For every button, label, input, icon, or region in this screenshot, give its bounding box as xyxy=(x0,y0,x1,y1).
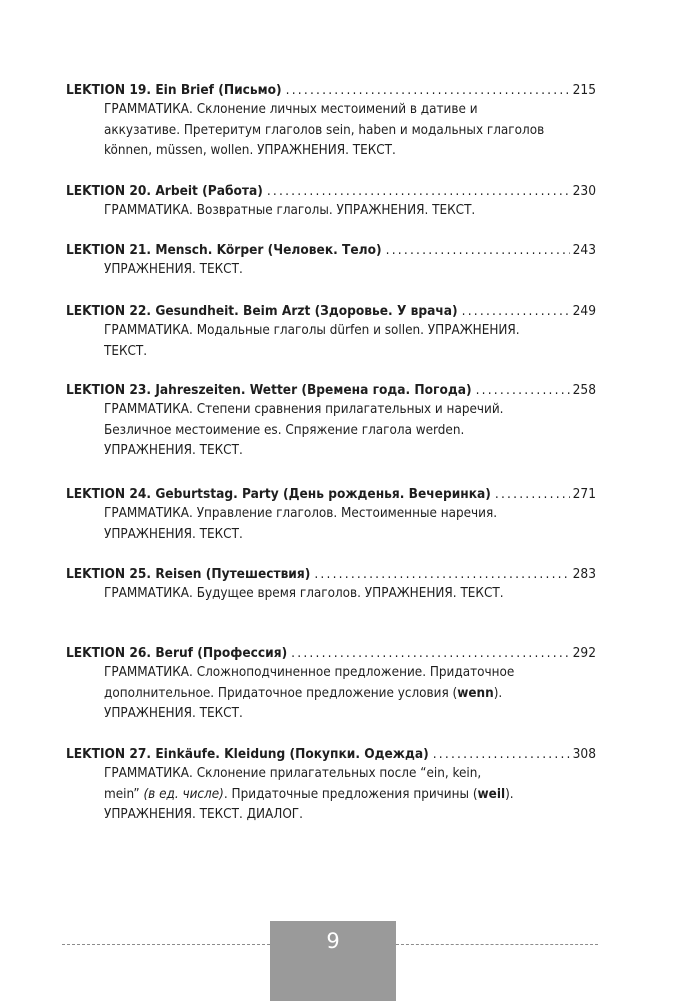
lesson-description xyxy=(104,663,596,725)
description-text: . Придаточные предложения причины ( xyxy=(223,786,478,802)
lesson-page-number: 308 xyxy=(572,746,596,762)
description-line xyxy=(104,141,596,162)
description-text: УПРАЖНЕНИЯ. ТЕКСТ. xyxy=(104,262,243,277)
page-number-box xyxy=(270,921,396,1001)
dot-leader xyxy=(495,484,570,504)
lesson-page-number: 283 xyxy=(572,566,596,582)
description-text: ГРАММАТИКА. Степени сравнения прилагательных и наречий. xyxy=(104,402,504,417)
description-line xyxy=(104,663,596,684)
description-line xyxy=(104,321,596,342)
lesson-page-number: 292 xyxy=(572,645,596,661)
footer-dashed-line-right xyxy=(396,944,598,945)
toc-entry-heading xyxy=(66,564,596,584)
lesson-title: LEKTION 21. Mensch. Körper (Человек. Тело) xyxy=(66,242,382,258)
lesson-title: LEKTION 26. Beruf (Профессия) xyxy=(66,645,288,661)
toc-entry xyxy=(66,181,596,222)
description-text: ГРАММАТИКА. Возвратные глаголы. УПРАЖНЕНИЯ. ТЕКСТ. xyxy=(104,203,476,218)
toc-entry-heading xyxy=(66,240,596,260)
description-text: дополнительное. Придаточное предложение условия ( xyxy=(104,685,458,701)
description-text: ГРАММАТИКА. Склонение личных местоимений в дативе и xyxy=(104,102,478,117)
description-line xyxy=(104,785,596,806)
lesson-title: LEKTION 25. Reisen (Путешествия) xyxy=(66,566,311,582)
lesson-page-number: 230 xyxy=(572,183,596,199)
toc-entry xyxy=(66,301,596,362)
description-line xyxy=(104,400,596,421)
toc-entry-heading xyxy=(66,181,596,201)
description-text: wenn xyxy=(457,685,494,701)
lesson-description xyxy=(104,321,596,362)
lesson-description xyxy=(104,504,596,545)
description-line xyxy=(104,525,596,546)
toc-entry-heading xyxy=(66,484,596,504)
description-text: УПРАЖНЕНИЯ. ТЕКСТ. xyxy=(104,443,243,458)
description-line xyxy=(104,421,596,442)
description-line xyxy=(104,100,596,121)
description-line xyxy=(104,684,596,705)
description-text: ГРАММАТИКА. Сложноподчиненное предложение. Придаточное xyxy=(104,665,515,680)
description-text: Безличное местоимение es. Спряжение глагола werden. xyxy=(104,422,465,438)
toc-entry-heading xyxy=(66,744,596,764)
description-line xyxy=(104,764,596,785)
description-line xyxy=(104,441,596,462)
description-text: mein” xyxy=(104,786,144,802)
lesson-page-number: 258 xyxy=(572,382,596,398)
lesson-description xyxy=(104,584,596,605)
lesson-title: LEKTION 22. Gesundheit. Beim Arzt (Здоровье. У врача) xyxy=(66,303,458,319)
description-text: УПРАЖНЕНИЯ. ТЕКСТ. xyxy=(104,526,243,542)
page-number: 9 xyxy=(326,929,340,953)
toc-entry-heading xyxy=(66,643,596,663)
toc-entry xyxy=(66,484,596,545)
lesson-description xyxy=(104,764,596,826)
description-line xyxy=(104,201,596,222)
toc-entry xyxy=(66,380,596,462)
description-text: УПРАЖНЕНИЯ. ТЕКСТ. ДИАЛОГ. xyxy=(104,807,303,822)
description-text: (в ед. числе) xyxy=(143,786,224,802)
toc-entry-heading xyxy=(66,80,596,100)
description-text: ТЕКСТ. xyxy=(104,343,148,359)
dot-leader xyxy=(291,643,569,663)
dot-leader xyxy=(386,240,570,260)
lesson-description xyxy=(104,400,596,462)
lesson-description xyxy=(104,100,596,162)
description-text: аккузативе. Претеритум глаголов sein, haben и модальных глаголов xyxy=(104,122,545,138)
toc-entry xyxy=(66,643,596,725)
description-line xyxy=(104,504,596,525)
footer-dashed-line-left xyxy=(62,944,270,945)
description-text: ГРАММАТИКА. Модальные глаголы dürfen и sollen. УПРАЖНЕНИЯ. xyxy=(104,323,520,338)
toc-entry xyxy=(66,80,596,162)
description-line xyxy=(104,121,596,142)
description-line xyxy=(104,260,596,281)
description-line xyxy=(104,584,596,605)
lesson-title: LEKTION 23. Jahreszeiten. Wetter (Времена года. Погода) xyxy=(66,382,472,398)
lesson-title: LEKTION 24. Geburtstag. Party (День рожденья. Вечеринка) xyxy=(66,486,491,502)
toc-entry xyxy=(66,564,596,605)
description-text: ГРАММАТИКА. Управление глаголов. Местоименные наречия. xyxy=(104,506,498,521)
description-text: können, müssen, wollen. УПРАЖНЕНИЯ. ТЕКСТ. xyxy=(104,143,396,158)
lesson-title: LEKTION 27. Einkäufe. Kleidung (Покупки. Одежда) xyxy=(66,746,429,762)
toc-entry xyxy=(66,744,596,826)
toc-entry-heading xyxy=(66,301,596,321)
dot-leader xyxy=(314,564,569,584)
lesson-page-number: 271 xyxy=(572,486,596,502)
lesson-description xyxy=(104,201,596,222)
description-line xyxy=(104,342,596,363)
dot-leader xyxy=(286,80,570,100)
description-text: ). xyxy=(505,786,514,802)
lesson-title: LEKTION 19. Ein Brief (Письмо) xyxy=(66,82,282,98)
dot-leader xyxy=(267,181,570,201)
description-text: ГРАММАТИКА. Будущее время глаголов. УПРАЖНЕНИЯ. ТЕКСТ. xyxy=(104,586,504,601)
dot-leader xyxy=(476,380,570,400)
dot-leader xyxy=(433,744,570,764)
toc-entry xyxy=(66,240,596,281)
lesson-description xyxy=(104,260,596,281)
description-text: ГРАММАТИКА. Склонение прилагательных после “ein, kein, xyxy=(104,766,482,781)
description-line xyxy=(104,805,596,826)
description-text: ). xyxy=(493,685,503,701)
lesson-title: LEKTION 20. Arbeit (Работа) xyxy=(66,183,263,199)
lesson-page-number: 249 xyxy=(572,303,596,319)
description-text: weil xyxy=(477,786,506,802)
description-text: УПРАЖНЕНИЯ. ТЕКСТ. xyxy=(104,706,243,721)
dot-leader xyxy=(462,301,570,321)
description-line xyxy=(104,704,596,725)
lesson-page-number: 243 xyxy=(572,242,596,258)
lesson-page-number: 215 xyxy=(572,82,596,98)
toc-entry-heading xyxy=(66,380,596,400)
